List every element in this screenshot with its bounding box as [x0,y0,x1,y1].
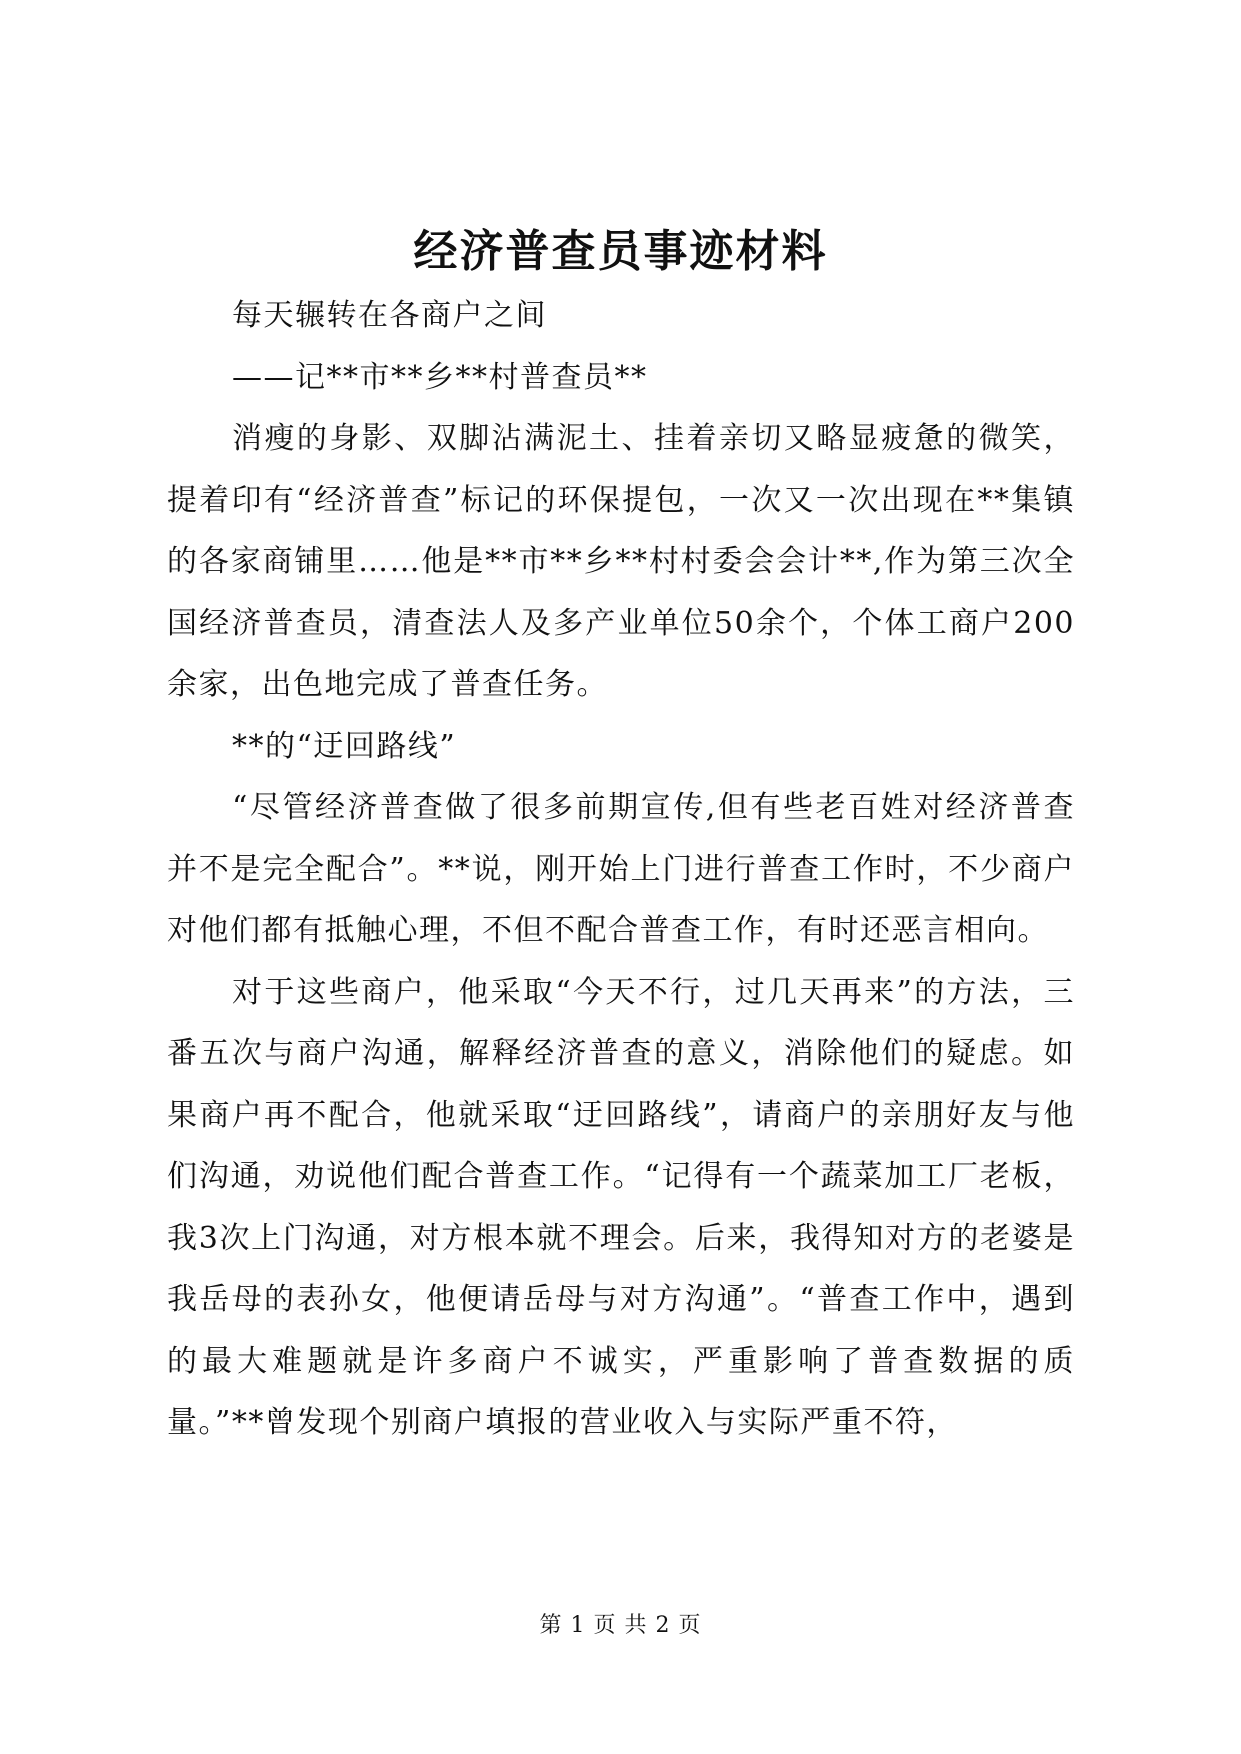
paragraph-subtitle: 每天辗转在各商户之间 [232,298,547,333]
paragraph-intro: 消瘦的身影、双脚沾满泥土、挂着亲切又略显疲惫的微笑，提着印有“经济普查”标记的环保提包，一次又一次出现在**集镇的各家商铺里……他是**市**乡**村村委会会计**,作为第三次全国经济普查员，清查法人及多产业单位50余个，个体工商户200余家，出色地完成了普查任务。 [167,421,1075,702]
document-title: 经济普查员事迹材料 [413,226,828,277]
page-number: 第 1 页 共 2 页 [539,1613,702,1638]
paragraph-method: 对于这些商户，他采取“今天不行，过几天再来”的方法，三番五次与商户沟通，解释经济普查的意义，消除他们的疑虑。如果商户再不配合，他就采取“迂回路线”，请商户的亲朋好友与他们沟通，劝说他们配合普查工作。“记得有一个蔬菜加工厂老板，我3次上门沟通，对方根本就不理会。后来，我得知对方的老婆是我岳母的表孙女，他便请岳母与对方沟通”。“普查工作中，遇到的最大难题就是许多商户不诚实，严重影响了普查数据的质量。”**曾发现个别商户填报的营业收入与实际严重不符， [167,974,1075,1440]
paragraph-section-heading: **的“迂回路线” [232,728,457,764]
paragraph-byline: ——记**市**乡**村普查员** [232,359,648,395]
paragraph-quote: “尽管经济普查做了很多前期宣传,但有些老百姓对经济普查并不是完全配合”。**说，刚开始上门进行普查工作时，不少商户对他们都有抵触心理，不但不配合普查工作，有时还恶言相向。 [167,790,1075,948]
document-body [167,285,1075,1454]
